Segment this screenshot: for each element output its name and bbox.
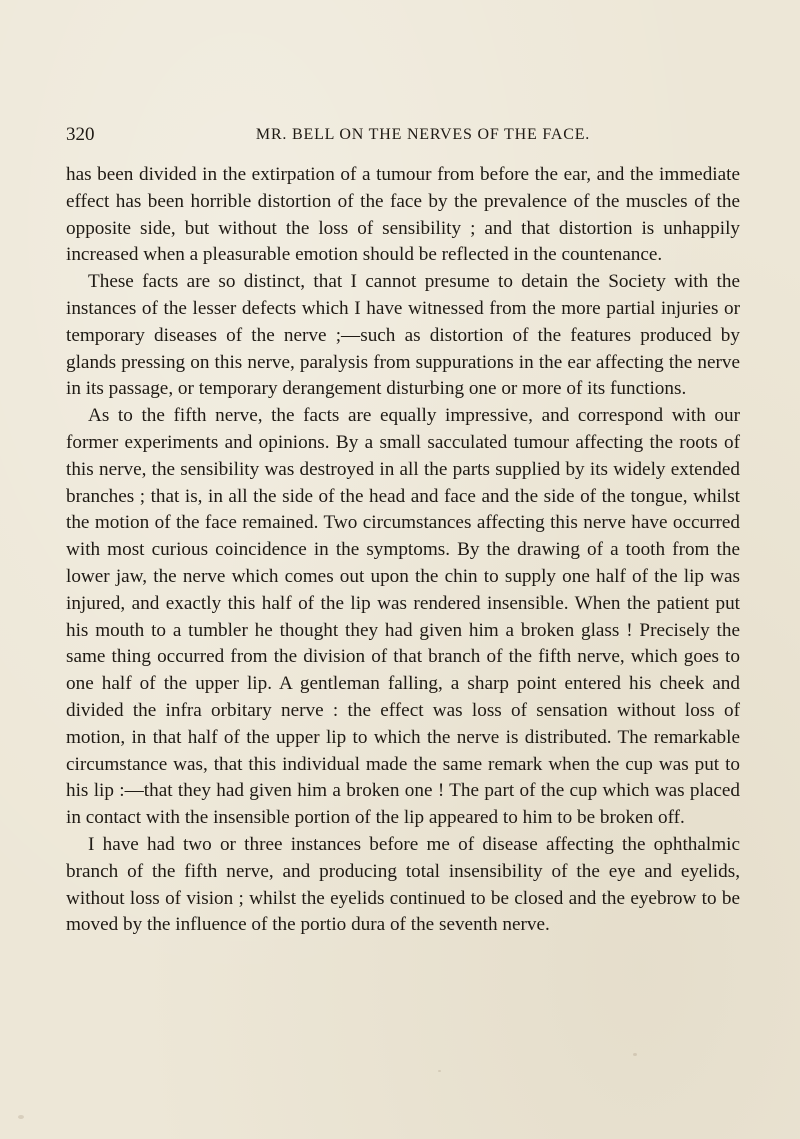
- paper-speck: [633, 1053, 637, 1056]
- paragraph: I have had two or three instances before me of disease affecting the ophthalmic branch of the fifth nerve, and producing total insensibility of the eye and eyelids, without loss of vision ; whilst the eyelids continued to be closed and the eyebrow to be moved by the influence of the portio dura of the seventh nerve.: [66, 833, 740, 936]
- running-head: MR. BELL ON THE NERVES OF THE FACE.: [255, 126, 591, 143]
- page-header: [66, 124, 740, 148]
- body-text: [66, 162, 740, 939]
- paragraph: As to the fifth nerve, the facts are equally impressive, and correspond with our former experiments and opinions. By a small sacculated tumour affecting the roots of this nerve, the sensibility was destroyed in all the parts supplied by its widely extended branches ; that is, in all the side of the head and face and the side of the tongue, whilst the motion of the face remained. Two circumstances affecting this nerve have occurred with most curious coincidence in the symptoms. By the drawing of a tooth from the lower jaw, the nerve which comes out upon the chin to supply one half of the lip was injured, and exactly this half of the lip was rendered insensible. When the patient put his mouth to a tumbler he thought they had given him a broken glass ! Precisely the same thing occurred from the division of that branch of the fifth nerve, which goes to one half of the upper lip. A gentleman falling, a sharp point entered his cheek and divided the infra orbitary nerve : the effect was loss of sensation without loss of motion, in that half of the upper lip to which the nerve is distributed. The remarkable circumstance was, that this individual made the same remark when the cup was put to his lip :—that they had given him a broken one ! The part of the cup which was placed in contact with the insensible portion of the lip appeared to him to be broken off.: [66, 405, 740, 829]
- paper-speck: [18, 1115, 24, 1119]
- paragraph: These facts are so distinct, that I cannot presume to detain the Society with the instances of the lesser defects which I have witnessed from the more partial injuries or temporary diseases of the nerve ;—such as distortion of the features produced by glands pressing on this nerve, paralysis from suppurations in the ear affecting the nerve in its passage, or temporary derangement disturbing one or more of its functions.: [66, 271, 740, 400]
- paragraph-continued: has been divided in the extirpation of a tumour from before the ear, and the immediate effect has been horrible distortion of the face by the prevalence of the muscles of the opposite side, but without the loss of sensibility ; and that distortion is unhappily increased when a pleasurable emotion should be reflected in the countenance.: [66, 164, 740, 266]
- paper-speck: [438, 1070, 441, 1072]
- page-number: 320: [66, 124, 95, 145]
